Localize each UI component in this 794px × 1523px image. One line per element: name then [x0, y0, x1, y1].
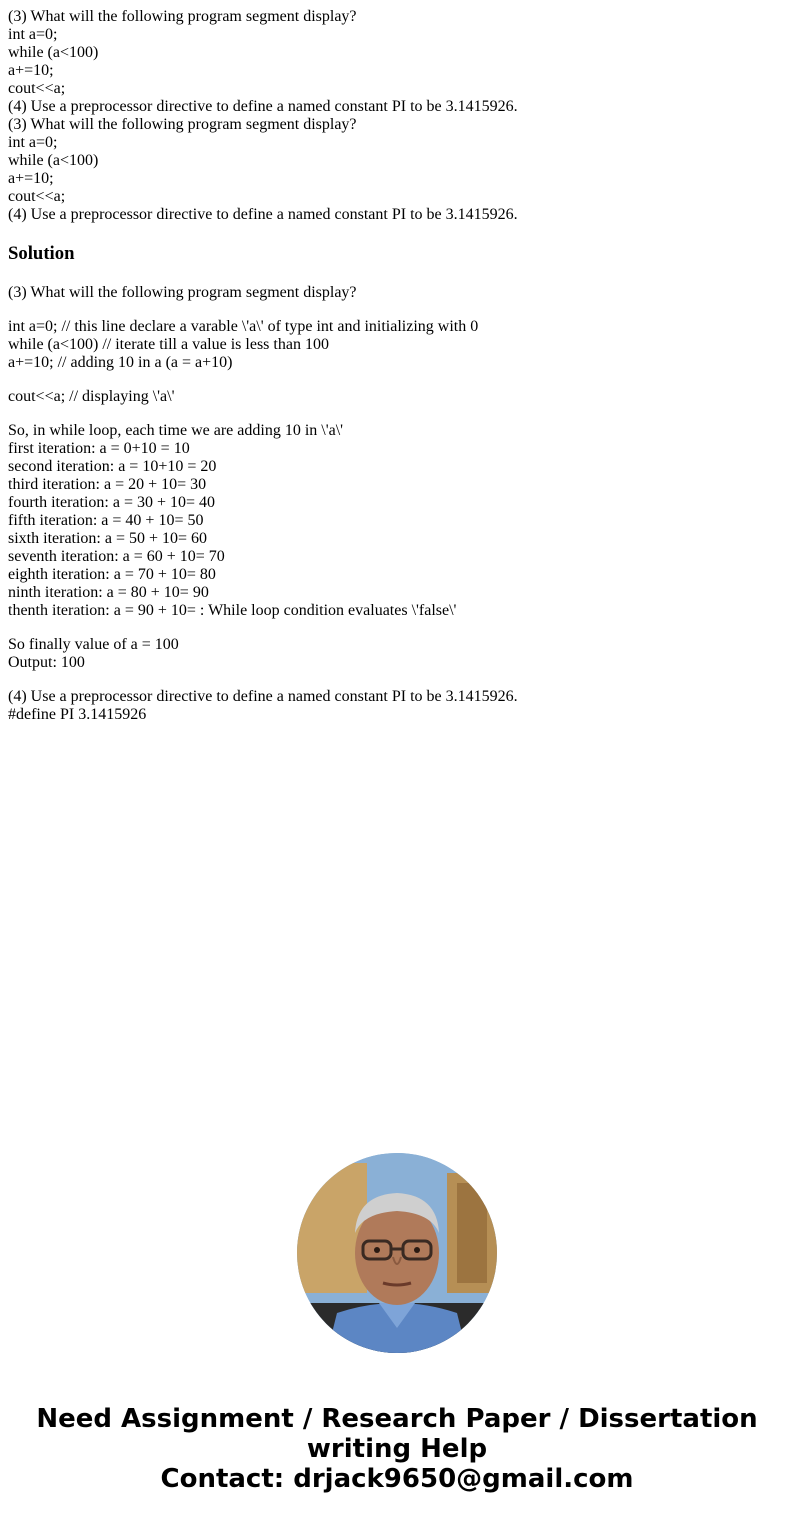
document-body [8, 8, 786, 740]
solution-q3-title-text: (3) What will the following program segment display? [8, 284, 357, 301]
loop-line: fourth iteration: a = 30 + 10= 40 [8, 494, 216, 511]
loop-explanation [8, 422, 786, 620]
code-line: a+=10; // adding 10 in a (a = a+10) [8, 354, 233, 371]
question-line: (4) Use a preprocessor directive to define a named constant PI to be 3.1415926. [8, 98, 518, 115]
solution-heading: Solution [8, 243, 75, 264]
loop-line: So, in while loop, each time we are adding 10 in \'a\' [8, 422, 344, 439]
loop-line: ninth iteration: a = 80 + 10= 90 [8, 584, 209, 601]
final-line: So finally value of a = 100 [8, 636, 179, 653]
loop-line: third iteration: a = 20 + 10= 30 [8, 476, 207, 493]
promo-banner [0, 1404, 794, 1494]
author-portrait-image [297, 1153, 497, 1353]
code-line: while (a<100) // iterate till a value is less than 100 [8, 336, 329, 353]
question-block [8, 8, 786, 224]
q4-line: (4) Use a preprocessor directive to define a named constant PI to be 3.1415926. [8, 688, 518, 705]
question-line: cout<<a; [8, 188, 66, 205]
solution-code-block [8, 318, 786, 372]
loop-line: thenth iteration: a = 90 + 10= : While loop condition evaluates \'false\' [8, 602, 457, 619]
question-line: int a=0; [8, 26, 58, 43]
promo-line-2: writing Help [306, 1434, 488, 1464]
question-line: (4) Use a preprocessor directive to define a named constant PI to be 3.1415926. [8, 206, 518, 223]
solution-cout-block [8, 388, 786, 406]
promo-contact: Contact: drjack9650@gmail.com [160, 1464, 634, 1494]
loop-line: eighth iteration: a = 70 + 10= 80 [8, 566, 216, 583]
loop-line: sixth iteration: a = 50 + 10= 60 [8, 530, 208, 547]
final-line: Output: 100 [8, 654, 85, 671]
cout-line: cout<<a; // displaying \'a\' [8, 388, 175, 405]
question-line: a+=10; [8, 62, 54, 79]
loop-line: second iteration: a = 10+10 = 20 [8, 458, 217, 475]
question-line: int a=0; [8, 134, 58, 151]
question-line: while (a<100) [8, 44, 99, 61]
question-line: (3) What will the following program segment display? [8, 8, 357, 25]
question-line: cout<<a; [8, 80, 66, 97]
question-line: a+=10; [8, 170, 54, 187]
loop-line: first iteration: a = 0+10 = 10 [8, 440, 190, 457]
loop-line: fifth iteration: a = 40 + 10= 50 [8, 512, 204, 529]
author-avatar [297, 1153, 497, 1353]
promo-line-1: Need Assignment / Research Paper / Dissertation [36, 1404, 758, 1434]
q4-line: #define PI 3.1415926 [8, 706, 147, 723]
code-line: int a=0; // this line declare a varable \'a\' of type int and initializing with 0 [8, 318, 479, 335]
question-line: while (a<100) [8, 152, 99, 169]
final-value-block [8, 636, 786, 672]
loop-line: seventh iteration: a = 60 + 10= 70 [8, 548, 225, 565]
solution-q4-block [8, 688, 786, 724]
question-line: (3) What will the following program segment display? [8, 116, 357, 133]
solution-q3-title [8, 284, 786, 302]
